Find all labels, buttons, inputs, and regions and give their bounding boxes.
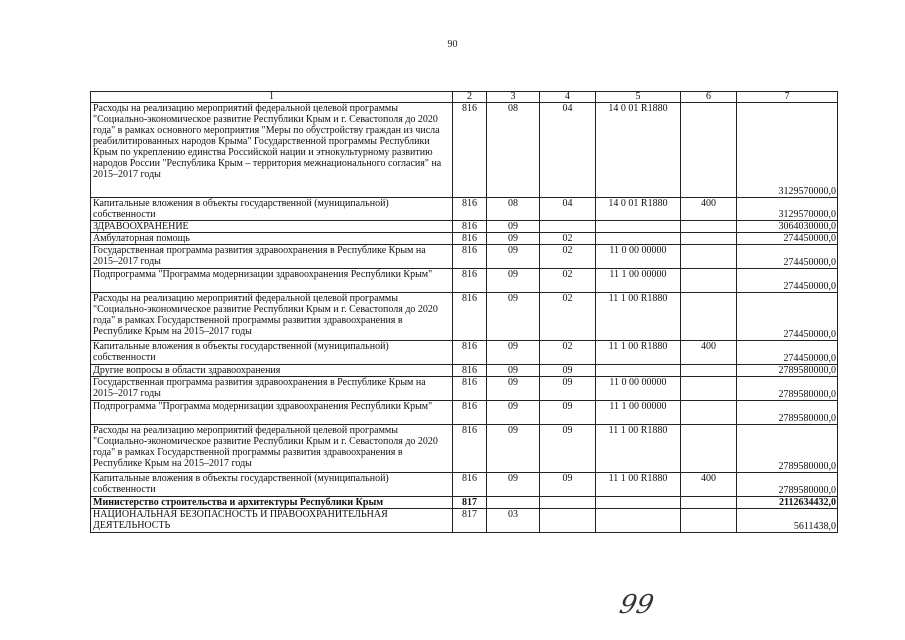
row-name-cell: Государственная программа развития здравоохранения в Республике Крым на 2015–2017 годы [91, 377, 453, 401]
subsection-code-cell: 02 [540, 269, 596, 293]
target-article-cell [596, 497, 681, 509]
admin-code-cell: 816 [453, 365, 487, 377]
subsection-code-cell [540, 221, 596, 233]
row-name-cell: Другие вопросы в области здравоохранения [91, 365, 453, 377]
amount-cell: 2789580000,0 [737, 365, 838, 377]
target-article-cell [596, 221, 681, 233]
row-name-cell: Расходы на реализацию мероприятий федеральной целевой программы "Социально-экономическое развитие Республики Крым и г. Севастополя до 2020 года" в рамках Государственной программы развития здравоохранения в Республике Крым на 2015–2017 годы [91, 425, 453, 473]
row-name-cell: Расходы на реализацию мероприятий федеральной целевой программы "Социально-экономическое развитие Республики Крым и г. Севастополя до 2020 года" в рамках основного мероприятия "Меры по обустройству граждан из числа реабилитированных народов Крыма" Государственной программы Республики Крым по укреплению единства Российской нации и этнокультурному развитию народов России "Республика Крым – территория межнационального согласия" на 2015–2017 годы [91, 103, 453, 198]
row-name-cell: Капитальные вложения в объекты государственной (муниципальной) собственности [91, 198, 453, 221]
section-code-cell: 09 [487, 245, 540, 269]
amount-cell: 5611438,0 [737, 509, 838, 533]
amount-cell: 3129570000,0 [737, 103, 838, 198]
amount-cell: 274450000,0 [737, 293, 838, 341]
table-row [91, 425, 838, 473]
subsection-code-cell: 09 [540, 473, 596, 497]
table-row [91, 293, 838, 341]
target-article-cell: 14 0 01 R1880 [596, 103, 681, 198]
section-code-cell: 09 [487, 401, 540, 425]
expense-type-cell [681, 245, 737, 269]
expense-type-cell [681, 497, 737, 509]
section-code-cell [487, 497, 540, 509]
amount-cell: 274450000,0 [737, 245, 838, 269]
row-name-cell: Подпрограмма "Программа модернизации здравоохранения Республики Крым" [91, 401, 453, 425]
section-code-cell: 03 [487, 509, 540, 533]
expense-type-cell [681, 425, 737, 473]
row-name-cell: Государственная программа развития здравоохранения в Республике Крым на 2015–2017 годы [91, 245, 453, 269]
section-code-cell: 09 [487, 473, 540, 497]
expense-type-cell [681, 365, 737, 377]
section-code-cell: 09 [487, 377, 540, 401]
handwritten-page-number: 99 [616, 590, 657, 620]
table-row [91, 221, 838, 233]
subsection-code-cell: 04 [540, 198, 596, 221]
admin-code-cell: 816 [453, 269, 487, 293]
section-code-cell: 09 [487, 341, 540, 365]
section-code-cell: 09 [487, 233, 540, 245]
table-row [91, 198, 838, 221]
header-cell: 6 [681, 92, 737, 103]
section-code-cell: 09 [487, 365, 540, 377]
page-number: 90 [447, 39, 458, 50]
row-name-cell: Подпрограмма "Программа модернизации здравоохранения Республики Крым" [91, 269, 453, 293]
target-article-cell: 11 0 00 00000 [596, 245, 681, 269]
budget-table [90, 91, 838, 533]
subsection-code-cell: 02 [540, 233, 596, 245]
table-row [91, 245, 838, 269]
admin-code-cell: 816 [453, 473, 487, 497]
admin-code-cell: 816 [453, 245, 487, 269]
subsection-code-cell: 02 [540, 293, 596, 341]
section-code-cell: 09 [487, 269, 540, 293]
admin-code-cell: 816 [453, 198, 487, 221]
target-article-cell: 11 1 00 R1880 [596, 293, 681, 341]
section-code-cell: 09 [487, 425, 540, 473]
expense-type-cell [681, 401, 737, 425]
admin-code-cell: 816 [453, 103, 487, 198]
subsection-code-cell: 04 [540, 103, 596, 198]
section-code-cell: 08 [487, 198, 540, 221]
amount-cell: 3129570000,0 [737, 198, 838, 221]
row-name-cell: Министерство строительства и архитектуры Республики Крым [91, 497, 453, 509]
row-name-cell: Расходы на реализацию мероприятий федеральной целевой программы "Социально-экономическое развитие Республики Крым и г. Севастополя до 2020 года" в рамках Государственной программы развития здравоохранения в Республике Крым на 2015–2017 годы [91, 293, 453, 341]
row-name-cell: Капитальные вложения в объекты государственной (муниципальной) собственности [91, 341, 453, 365]
target-article-cell: 14 0 01 R1880 [596, 198, 681, 221]
target-article-cell [596, 365, 681, 377]
amount-cell: 2112634432,0 [737, 497, 838, 509]
header-cell: 3 [487, 92, 540, 103]
table-row [91, 473, 838, 497]
amount-cell: 2789580000,0 [737, 473, 838, 497]
target-article-cell: 11 1 00 R1880 [596, 473, 681, 497]
subsection-code-cell: 09 [540, 377, 596, 401]
amount-cell: 274450000,0 [737, 341, 838, 365]
row-name-cell: ЗДРАВООХРАНЕНИЕ [91, 221, 453, 233]
admin-code-cell: 816 [453, 401, 487, 425]
expense-type-cell [681, 509, 737, 533]
section-code-cell: 08 [487, 103, 540, 198]
subsection-code-cell: 02 [540, 245, 596, 269]
admin-code-cell: 817 [453, 497, 487, 509]
header-cell: 7 [737, 92, 838, 103]
amount-cell: 274450000,0 [737, 233, 838, 245]
target-article-cell: 11 1 00 R1880 [596, 425, 681, 473]
expense-type-cell [681, 293, 737, 341]
expense-type-cell [681, 233, 737, 245]
target-article-cell: 11 0 00 00000 [596, 377, 681, 401]
subsection-code-cell: 09 [540, 365, 596, 377]
expense-type-cell [681, 377, 737, 401]
row-name-cell: НАЦИОНАЛЬНАЯ БЕЗОПАСНОСТЬ И ПРАВООХРАНИТЕЛЬНАЯ ДЕЯТЕЛЬНОСТЬ [91, 509, 453, 533]
target-article-cell: 11 1 00 R1880 [596, 341, 681, 365]
amount-cell: 3064030000,0 [737, 221, 838, 233]
table-row [91, 269, 838, 293]
subsection-code-cell: 09 [540, 425, 596, 473]
table-row [91, 103, 838, 198]
expense-type-cell [681, 103, 737, 198]
table-row [91, 497, 838, 509]
subsection-code-cell [540, 509, 596, 533]
header-row [91, 92, 838, 103]
amount-cell: 2789580000,0 [737, 377, 838, 401]
subsection-code-cell [540, 497, 596, 509]
expense-type-cell [681, 269, 737, 293]
table-row [91, 341, 838, 365]
header-cell: 5 [596, 92, 681, 103]
admin-code-cell: 817 [453, 509, 487, 533]
section-code-cell: 09 [487, 221, 540, 233]
header-cell: 2 [453, 92, 487, 103]
amount-cell: 2789580000,0 [737, 401, 838, 425]
header-cell: 4 [540, 92, 596, 103]
expense-type-cell: 400 [681, 198, 737, 221]
subsection-code-cell: 02 [540, 341, 596, 365]
admin-code-cell: 816 [453, 293, 487, 341]
admin-code-cell: 816 [453, 425, 487, 473]
table-row [91, 509, 838, 533]
table-row [91, 233, 838, 245]
target-article-cell [596, 509, 681, 533]
target-article-cell: 11 1 00 00000 [596, 269, 681, 293]
admin-code-cell: 816 [453, 341, 487, 365]
amount-cell: 2789580000,0 [737, 425, 838, 473]
expense-type-cell [681, 221, 737, 233]
table-row [91, 377, 838, 401]
admin-code-cell: 816 [453, 233, 487, 245]
expense-type-cell: 400 [681, 341, 737, 365]
section-code-cell: 09 [487, 293, 540, 341]
expense-type-cell: 400 [681, 473, 737, 497]
row-name-cell: Амбулаторная помощь [91, 233, 453, 245]
table-row [91, 401, 838, 425]
admin-code-cell: 816 [453, 377, 487, 401]
target-article-cell [596, 233, 681, 245]
row-name-cell: Капитальные вложения в объекты государственной (муниципальной) собственности [91, 473, 453, 497]
target-article-cell: 11 1 00 00000 [596, 401, 681, 425]
amount-cell: 274450000,0 [737, 269, 838, 293]
header-cell: 1 [91, 92, 453, 103]
admin-code-cell: 816 [453, 221, 487, 233]
subsection-code-cell: 09 [540, 401, 596, 425]
table-row [91, 365, 838, 377]
